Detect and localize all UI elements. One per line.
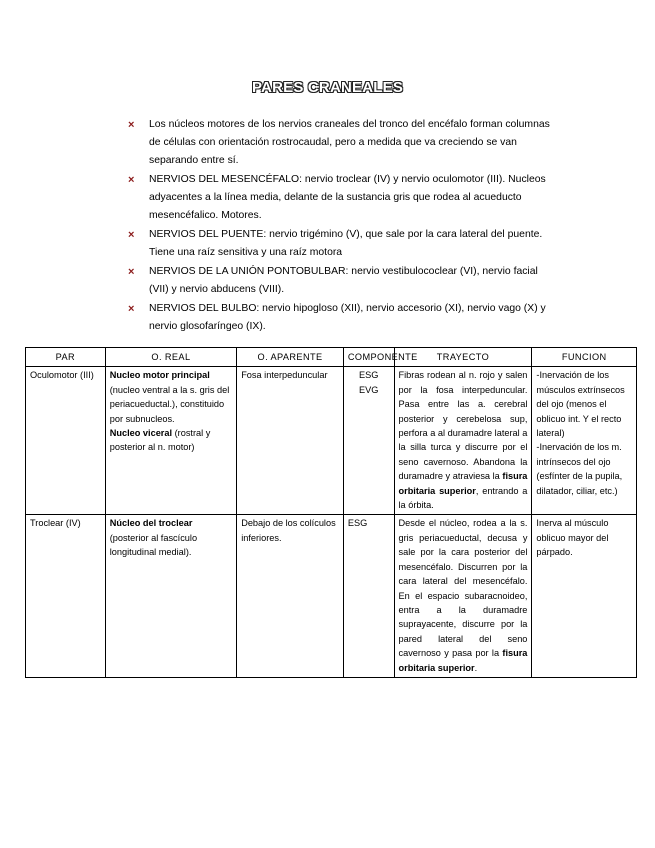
bullet-text: NERVIOS DEL BULBO: nervio hipogloso (XII), nervio accesorio (XI), nervio vago (X) y nervio glosofaríngeo (IX). — [149, 303, 546, 332]
table-row — [26, 515, 637, 677]
cross-bullet-icon: × — [128, 266, 135, 278]
header-origen-real: O. REAL — [105, 348, 236, 367]
cell-funcion: -Inervación de los músculos extrínsecos del ojo (menos el oblicuo int. Y el recto lateral) -Inervación de los m. intrínsecos del ojo (esfínter de la pupila, dilatador, ciliar, etc.) — [532, 367, 637, 515]
cell-origen-real: Nucleo motor principal (nucleo ventral a la s. gris del periacueductal.), constituido por subnucleos. Nucleo viceral (rostral y posterior al n. motor) — [105, 367, 236, 515]
header-trayecto: TRAYECTO — [394, 348, 532, 367]
cell-funcion: Inerva al músculo oblicuo mayor del párpado. — [532, 515, 637, 677]
table-row — [26, 367, 637, 515]
page-title: PARES CRANEALES — [251, 79, 404, 96]
cross-bullet-icon: × — [128, 303, 135, 315]
bullet-text: NERVIOS DE LA UNIÓN PONTOBULBAR: nervio vestibulococlear (VI), nervio facial (VII) y nervio abducens (VIII). — [149, 266, 538, 295]
list-item — [128, 116, 558, 170]
cell-componente: ESG — [343, 515, 394, 677]
bullet-list — [128, 116, 558, 337]
header-funcion: FUNCION — [532, 348, 637, 367]
list-item — [128, 300, 558, 336]
bullet-text: NERVIOS DEL PUENTE: nervio trigémino (V), que sale por la cara lateral del puente. Tiene una raíz sensitiva y una raíz motora — [149, 229, 543, 258]
cranial-nerves-table — [25, 347, 637, 678]
header-par: PAR — [26, 348, 106, 367]
list-item — [128, 263, 558, 299]
cell-componente: ESG EVG — [343, 367, 394, 515]
cross-bullet-icon: × — [128, 119, 135, 131]
bullet-text: Los núcleos motores de los nervios craneales del tronco del encéfalo forman columnas de células con orientación rostrocaudal, pero a medida que va creciendo se van separando entre sí. — [149, 119, 550, 166]
header-componente: COMPONENTE — [343, 348, 394, 367]
cell-par: Oculomotor (III) — [26, 367, 106, 515]
list-item — [128, 226, 558, 262]
cross-bullet-icon: × — [128, 229, 135, 241]
cell-par: Troclear (IV) — [26, 515, 106, 677]
cell-origen-real: Núcleo del troclear (posterior al fascículo longitudinal medial). — [105, 515, 236, 677]
list-item — [128, 171, 558, 225]
cell-origen-aparente: Fosa interpeduncular — [237, 367, 344, 515]
table-header-row — [26, 348, 637, 367]
cross-bullet-icon: × — [128, 174, 135, 186]
cell-trayecto: Desde el núcleo, rodea a la s. gris periacueductal, decusa y sale por la cara posterior del mesencéfalo. Discurren por la cara lateral del mesencéfalo. En el espacio subaracnoideo, entra a la duramadre suprayacente, discurre por la pared lateral del seno cavernoso y pasa por la fisura orbitaria superior. — [394, 515, 532, 677]
cell-origen-aparente: Debajo de los colículos inferiores. — [237, 515, 344, 677]
cell-trayecto: Fibras rodean al n. rojo y salen por la fosa interpeduncular. Pasa entre las a. cerebral posterior y cerebelosa sup, perfora a al duramadre lateral a la silla turca y discurre por el seno cavernoso. Abandona la duramadre y atraviesa la fisura orbitaria superior, entrando a la órbita. — [394, 367, 532, 515]
bullet-text: NERVIOS DEL MESENCÉFALO: nervio troclear (IV) y nervio oculomotor (III). Nucleos adyacentes a la línea media, delante de la sustancia gris que rodea al acueducto mesencéfalico. Motores. — [149, 174, 546, 221]
header-origen-aparente: O. APARENTE — [237, 348, 344, 367]
